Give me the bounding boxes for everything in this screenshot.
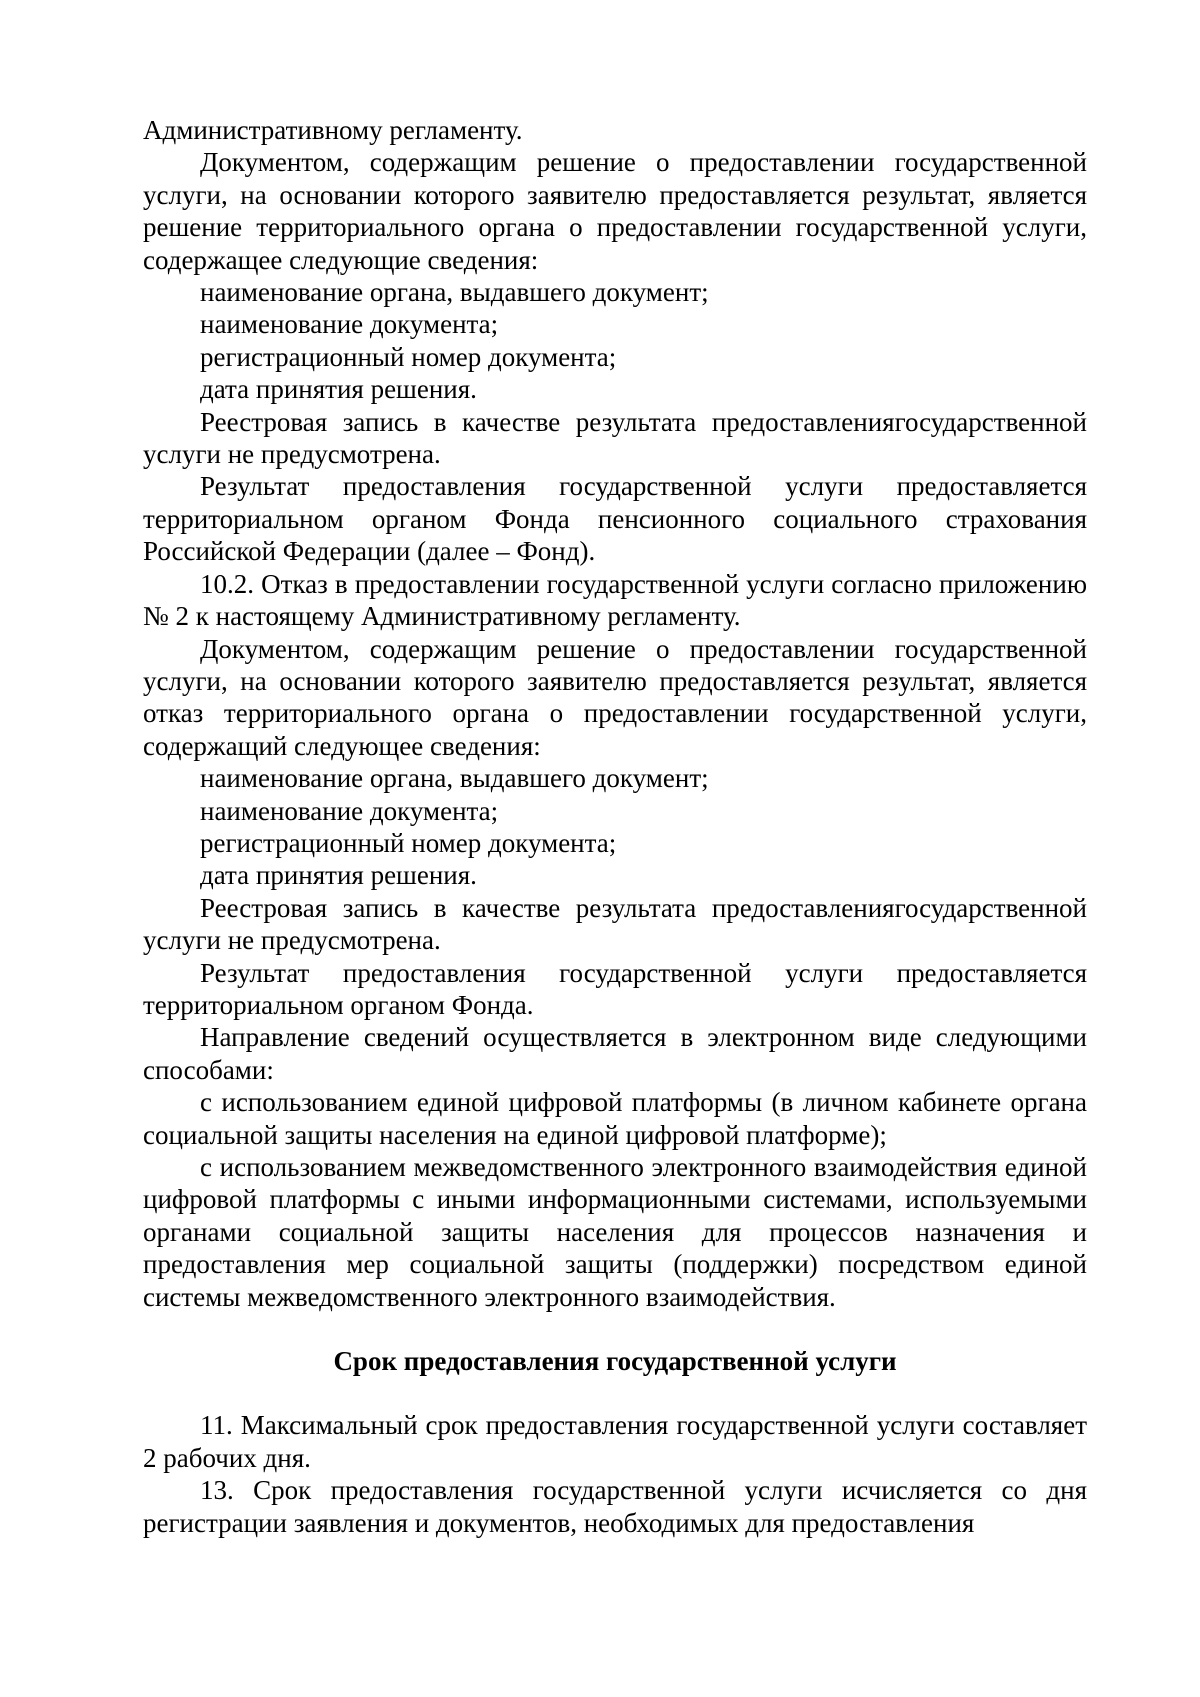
paragraph-18: с использованием межведомственного электронного взаимодействия единой цифровой платформы с иными информационными системами, используемыми органами социальной защиты населения для процессов назначения и предоставления мер социальной защиты (поддержки) посредством единой системы межведомственного электронного взаимодействия.	[143, 1152, 1087, 1312]
document-page	[143, 114, 1087, 1539]
paragraph-8: 10.2. Отказ в предоставлении государственной услуги согласно приложению № 2 к настоящему Административному регламенту.	[143, 568, 1087, 632]
section-heading: Срок предоставления государственной услуги	[333, 1346, 897, 1377]
list-item-2: наименование документа;	[200, 309, 499, 340]
paragraph-9: Документом, содержащим решение о предоставлении государственной услуги, на основании которого заявителю предоставляется результат, является отказ территориального органа о предоставлении государственной услуги, содержащий следующее сведения:	[143, 633, 1087, 761]
list-item-7: регистрационный номер документа;	[200, 827, 617, 858]
list-item-8: дата принятия решения.	[200, 860, 477, 891]
paragraph-15: Результат предоставления государственной услуги предоставляется территориальном органом Фонда.	[143, 957, 1087, 1020]
paragraph-14: Реестровая запись в качестве результата предоставлениягосударственной услуги не предусмотрена.	[143, 892, 1087, 956]
paragraph-after-2: 13. Срок предоставления государственной услуги исчисляется со дня регистрации заявления и документов, необходимых для предоставления	[143, 1475, 1087, 1538]
paragraph-0: Административному регламенту.	[143, 115, 523, 145]
list-item-6: наименование документа;	[200, 795, 499, 826]
paragraph-6: Реестровая запись в качестве результата предоставлениягосударственной услуги не предусмотрена.	[143, 406, 1087, 470]
paragraph-16: Направление сведений осуществляется в электронном виде следующими способами:	[143, 1022, 1087, 1085]
paragraph-7: Результат предоставления государственной услуги предоставляется территориальном органом Фонда пенсионного социального страхования Российской Федерации (далее – Фонд).	[143, 471, 1087, 567]
list-item-1: наименование органа, выдавшего документ;	[200, 277, 709, 308]
paragraph-after-1: 11. Максимальный срок предоставления государственной услуги составляет 2 рабочих дня.	[143, 1410, 1087, 1473]
paragraph-17: с использованием единой цифровой платформы (в личном кабинете органа социальной защиты населения на единой цифровой платформе);	[143, 1087, 1087, 1150]
list-item-3: регистрационный номер документа;	[200, 341, 617, 372]
list-item-4: дата принятия решения.	[200, 374, 477, 405]
list-item-5: наименование органа, выдавшего документ;	[200, 763, 709, 794]
paragraph-1: Документом, содержащим решение о предоставлении государственной услуги, на основании которого заявителю предоставляется результат, является решение территориального органа о предоставлении государственной услуги, содержащее следующие сведения:	[143, 147, 1087, 275]
